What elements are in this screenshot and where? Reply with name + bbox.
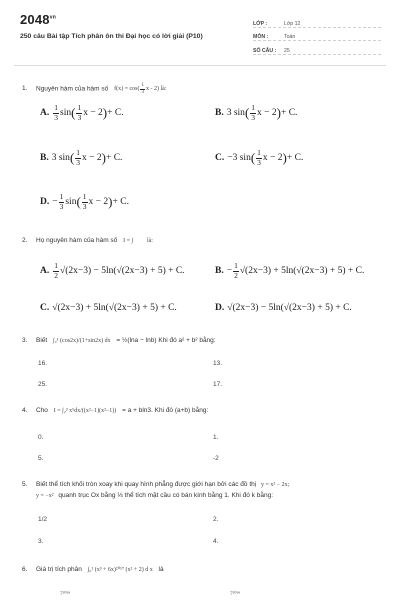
q1-option-e[interactable]: D. − $\frac{1}{3}$ sin( $\frac{1}{3}$ x − 2)+ C. [40,192,129,211]
q1-option-b[interactable]: B. 3 sin( $\frac{1}{3}$ x − 2)+ C. [215,103,298,122]
q2-option-c[interactable]: C. √(2x−3) + 5ln(√(2x−3) + 5) + C. [40,303,177,313]
q1-option-c[interactable]: B. 3 sin( $\frac{1}{3}$ x − 2)+ C. [40,148,123,167]
q4-answer-d[interactable]: -2 [213,455,219,462]
question-4: 4. Cho I = ∫₂³ x⁵dx/((x²−1)(x²−1)) = a + bln3. Khi đó (a+b) bằng: [22,407,209,414]
meta-label: MÔN : [253,34,269,40]
q6-answer-a-partial[interactable]: 7²⁰¹⁸ [60,591,71,597]
meta-value: Toán [284,34,296,40]
q4-answer-b[interactable]: 1. [213,434,219,441]
q2-option-d[interactable]: D. √(2x−3) − 5ln(√(2x−3) + 5) + C. [215,303,352,313]
q5-answer-c[interactable]: 3. [38,538,44,545]
meta-row-mon [253,28,381,42]
q3-answer-d[interactable]: 17. [213,381,223,388]
q3-answer-c[interactable]: 25. [38,381,48,388]
question-6: 6. Giá trị tích phân ∫₀¹ (x³ + 6x)²⁰¹⁷ (x² + 2) d x là [22,566,164,573]
question-2: 2. Họ nguyên hàm của hàm số I = ∫ là: [22,237,153,244]
q5-answer-a[interactable]: 1/2 [38,516,48,523]
q4-answer-a[interactable]: 0. [38,434,44,441]
question-3: 3. Biết ∫₀¹ (cos2x)/(1+sin2x) dx = ½(lna − lnb) Khi đó a² + b² bằng: [22,337,216,344]
meta-row-lop [253,14,381,28]
meta-row-socau [253,41,381,55]
header-divider [14,65,386,66]
q1-option-a[interactable]: A. $\frac{1}{3}$ sin( $\frac{1}{3}$ x − 2)+ C. [40,103,124,122]
question-5: 5. Biết thể tích khối tròn xoay khi quay hình phẳng được giới hạn bởi các đồ thị y = x² − 2x; [22,481,290,488]
question-1: 1. Nguyên hàm của hàm số f(x) = cos( $\frac{1}{3}$ x - 2) là: [22,83,167,95]
logo[interactable]: $2048^{vn}$ [20,12,56,27]
q4-answer-c[interactable]: 5. [38,455,44,462]
q1-option-d[interactable]: C. −3 sin( $\frac{1}{3}$ x − 2)+ C. [215,148,304,167]
meta-value: Lớp 12 [284,20,301,27]
q2-option-b[interactable]: B. − $\frac{1}{2}$ √(2x−3) + 5ln(√(2x−3) + 5) + C. [215,261,365,280]
q5-answer-b[interactable]: 2. [213,516,219,523]
meta-label: LỚP : [253,20,268,27]
meta-label: SỐ CÂU : [253,47,277,54]
meta-info [253,14,381,55]
q6-answer-b-partial[interactable]: 7²⁰¹⁸ [230,591,241,597]
q5-answer-d[interactable]: 4. [213,538,219,545]
page-header [0,0,400,62]
question-5-line-2: y = −x² quanh trục Ox bằng ⅓ thể tích mặt cầu có bán kính bằng 1. Khi đó k bằng: [36,492,274,499]
q3-answer-a[interactable]: 16. [38,360,48,367]
page-title: 250 câu Bài tập Tích phân ôn thi Đại học có lời giải (P10) [20,33,203,40]
meta-value: 25 [284,47,290,54]
q3-answer-b[interactable]: 13. [213,360,223,367]
q2-option-a[interactable]: A. $\frac{1}{2}$ √(2x−3) − 5ln(√(2x−3) + 5) + C. [40,261,185,280]
